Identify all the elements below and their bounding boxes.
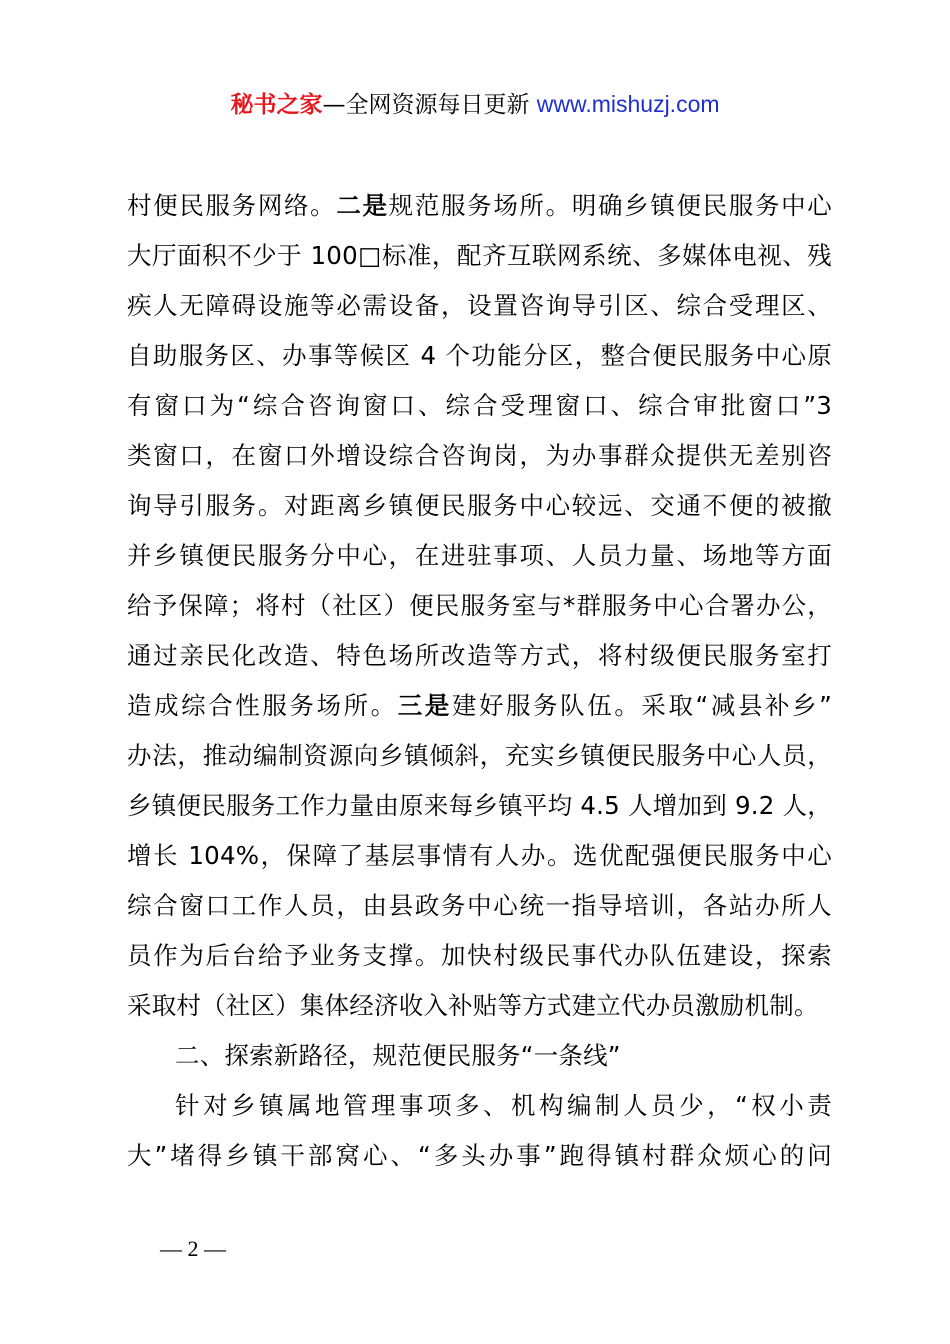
text-line: 采取村（社区）集体经济收入补贴等方式建立代办员激励机制。: [127, 991, 819, 1020]
text-line: 大”堵得乡镇干部窝心、“多头办事”跑得镇村群众烦心的问: [127, 1141, 832, 1170]
text-line: 自助服务区、办事等候区 4 个功能分区，整合便民服务中心原: [127, 341, 832, 370]
text-line: 给予保障；将村（社区）便民服务室与*群服务中心合署办公，: [127, 591, 832, 620]
page-number: — 2 —: [160, 1236, 226, 1261]
tagline: —全网资源每日更新: [322, 92, 530, 118]
site-url[interactable]: www.mishuzj.com: [536, 91, 720, 117]
section-heading: 二、探索新路径，规范便民服务“一条线”: [175, 1041, 621, 1070]
site-header: [0, 88, 950, 121]
document-body: [127, 181, 832, 1181]
text-line: 类窗口，在窗口外增设综合咨询岗，为办事群众提供无差别咨: [127, 441, 832, 470]
bold-marker: 二是: [336, 191, 389, 220]
bold-marker: 三是: [397, 691, 452, 720]
text-line: 增长 104%，保障了基层事情有人办。选优配强便民服务中心: [127, 841, 832, 870]
text-line: 大厅面积不少于 100□标准，配齐互联网系统、多媒体电视、残: [127, 241, 832, 270]
text-line: 乡镇便民服务工作力量由原来每乡镇平均 4.5 人增加到 9.2 人，: [127, 791, 832, 820]
text-line: 并乡镇便民服务分中心，在进驻事项、人员力量、场地等方面: [127, 541, 832, 570]
text-line: 办法，推动编制资源向乡镇倾斜，充实乡镇便民服务中心人员，: [127, 741, 832, 770]
text-line: 有窗口为“综合咨询窗口、综合受理窗口、综合审批窗口”3: [127, 391, 832, 420]
text-line: 询导引服务。对距离乡镇便民服务中心较远、交通不便的被撤: [127, 491, 832, 520]
text-line: 针对乡镇属地管理事项多、机构编制人员少，“权小责: [175, 1091, 832, 1120]
text-line: 通过亲民化改造、特色场所改造等方式，将村级便民服务室打: [127, 641, 832, 670]
text-line: 员作为后台给予业务支撑。加快村级民事代办队伍建设，探索: [127, 941, 832, 970]
text-line: 综合窗口工作人员，由县政务中心统一指导培训，各站办所人: [127, 891, 832, 920]
text-line: 村便民服务网络。二是规范服务场所。明确乡镇便民服务中心: [127, 191, 833, 220]
text-line: 疾人无障碍设施等必需设备，设置咨询导引区、综合受理区、: [127, 291, 832, 320]
brand-name: 秘书之家: [230, 92, 323, 118]
text-line: 造成综合性服务场所。三是建好服务队伍。采取“减县补乡”: [127, 691, 832, 720]
